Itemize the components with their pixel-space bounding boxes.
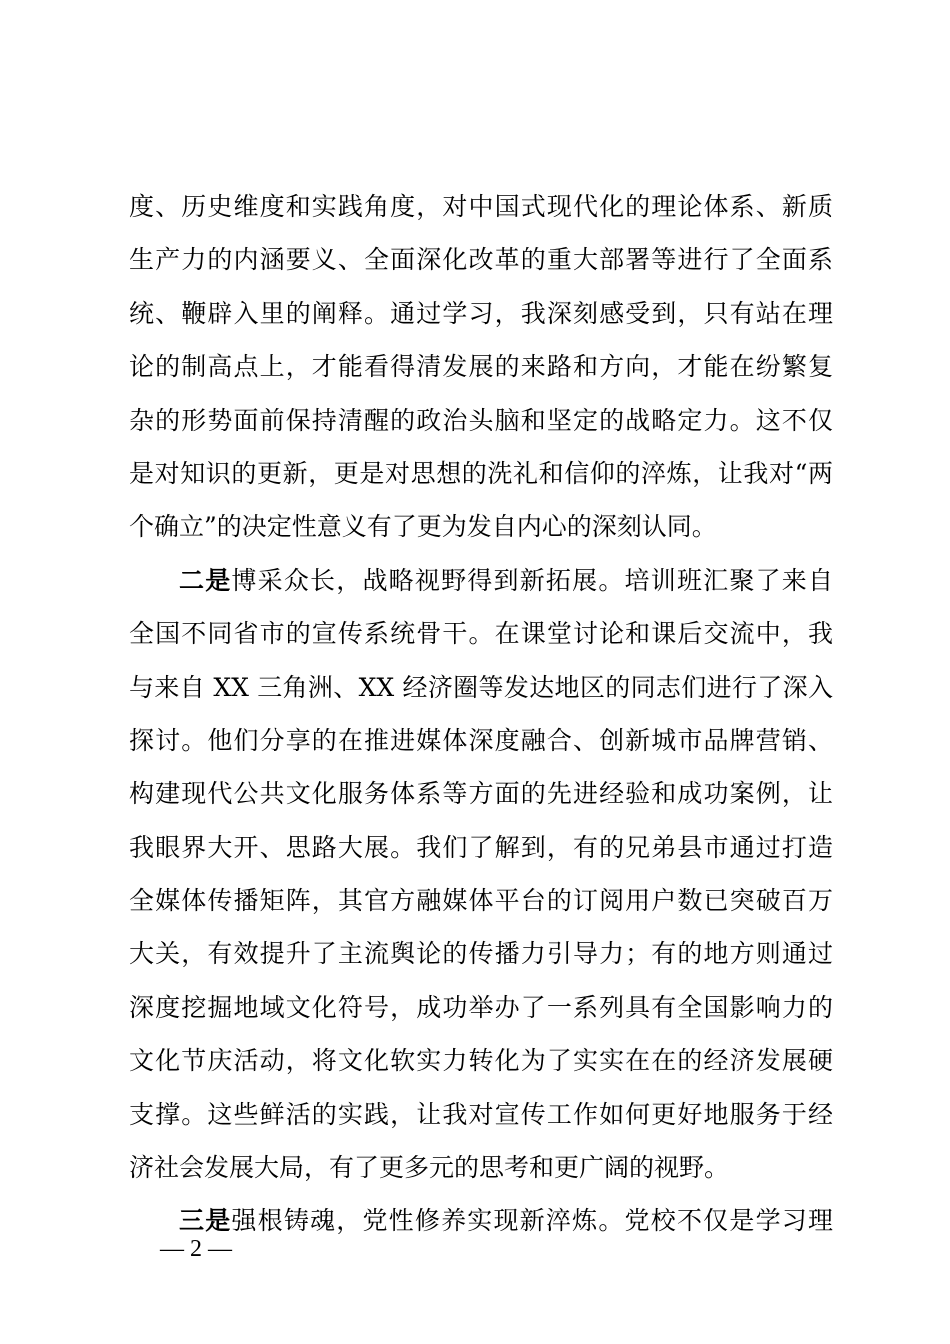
paragraph-2-line: 全国不同省市的宣传系统骨干。在课堂讨论和课后交流中，我 — [129, 619, 833, 649]
paragraph-1-line: 统、鞭辟入里的阐释。通过学习，我深刻感受到，只有站在理 — [129, 298, 833, 328]
paragraph-3-first-line-text: 强根铸魂，党性修养实现新淬炼。党校不仅是学习理 — [231, 1206, 833, 1236]
paragraph-2-line: 大关，有效提升了主流舆论的传播力引导力；有的地方则通过 — [129, 939, 833, 969]
paragraph-1-line: 生产力的内涵要义、全面深化改革的重大部署等进行了全面系 — [129, 245, 833, 275]
paragraph-1-line: 是对知识的更新，更是对思想的洗礼和信仰的淬炼，让我对“两 — [129, 458, 833, 488]
paragraph-2-line: 构建现代公共文化服务体系等方面的先进经验和成功案例，让 — [129, 779, 833, 809]
paragraph-2-line: 深度挖掘地域文化符号，成功举办了一系列具有全国影响力的 — [129, 992, 833, 1022]
paragraph-2-line: 与来自 XX 三角洲、XX 经济圈等发达地区的同志们进行了深入 — [129, 672, 833, 702]
page-number: — 2 — — [160, 1236, 232, 1262]
paragraph-3-first-line — [129, 1194, 833, 1247]
paragraph-1-line: 个确立”的决定性意义有了更为发自内心的深刻认同。 — [129, 512, 717, 542]
paragraph-2-line: 探讨。他们分享的在推进媒体深度融合、创新城市品牌营销、 — [129, 725, 833, 755]
paragraph-2-lead: 二是 — [179, 565, 232, 595]
paragraph-1-line: 杂的形势面前保持清醒的政治头脑和坚定的战略定力。这不仅 — [129, 405, 833, 435]
paragraph-2-line: 文化节庆活动，将文化软实力转化为了实实在在的经济发展硬 — [129, 1046, 833, 1076]
paragraph-2-first-line-text: 博采众长，战略视野得到新拓展。培训班汇聚了来自 — [231, 565, 833, 595]
body-text — [129, 180, 833, 1248]
paragraph-1-line: 论的制高点上，才能看得清发展的来路和方向，才能在纷繁复 — [129, 352, 833, 382]
paragraph-1-line: 度、历史维度和实践角度，对中国式现代化的理论体系、新质 — [129, 192, 833, 221]
paragraph-2-first-line — [129, 554, 833, 607]
paragraph-2-line: 支撑。这些鲜活的实践，让我对宣传工作如何更好地服务于经 — [129, 1099, 833, 1129]
paragraph-2-line: 济社会发展大局，有了更多元的思考和更广阔的视野。 — [129, 1153, 730, 1183]
paragraph-2-line: 我眼界大开、思路大展。我们了解到，有的兄弟县市通过打造 — [129, 832, 833, 862]
paragraph-2-line: 全媒体传播矩阵，其官方融媒体平台的订阅用户数已突破百万 — [129, 886, 833, 916]
paragraph-3-lead: 三是 — [179, 1206, 232, 1236]
